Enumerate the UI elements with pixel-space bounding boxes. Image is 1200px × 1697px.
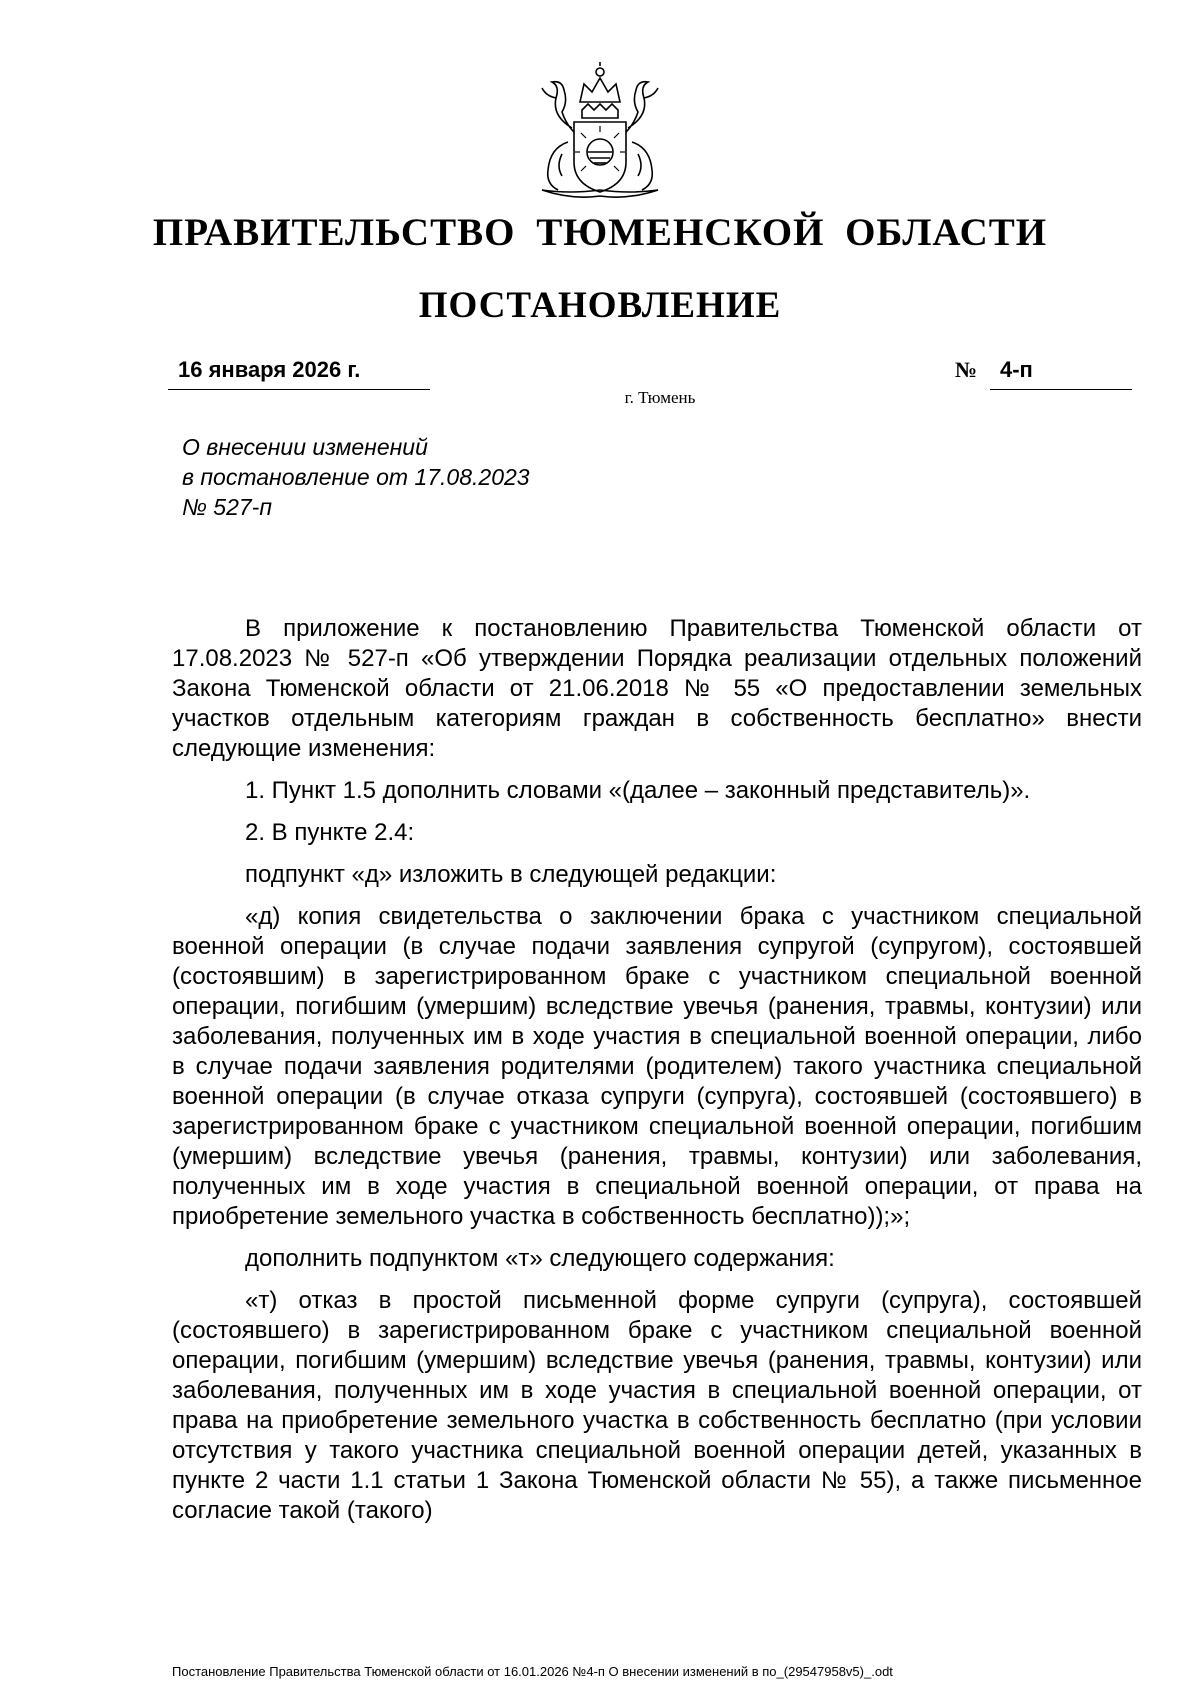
coat-of-arms-icon	[522, 62, 678, 202]
document-date: 16 января 2026 г.	[168, 357, 430, 390]
body-paragraph: «т) отказ в простой письменной форме супруги (супруга), состоявшей (состоявшего) в зарегистрированном браке с участником специальной военной операции, погибшим (умершим) вследствие увечья (ранения, травмы, контузии) или заболевания, полученных им в ходе участия в специальной военной операции, от права на приобретение земельного участка в собственность бесплатно (при условии отсутствия у такого участника специальной военной операции детей, указанных в пункте 2 части 1.1 статьи 1 Закона Тюменской области № 55), а также письменное согласие такой (такого)	[172, 1287, 1142, 1524]
government-title: ПРАВИТЕЛЬСТВО ТЮМЕНСКОЙ ОБЛАСТИ	[152, 211, 1048, 254]
document-type: ПОСТАНОВЛЕНИЕ	[418, 285, 782, 326]
body-paragraph: подпункт «д» изложить в следующей редакции:	[245, 861, 777, 888]
page-footer: Постановление Правительства Тюменской области от 16.01.2026 №4-п О внесении изменений в по_(29547958v5)_.odt	[172, 1664, 893, 1679]
body-paragraph: В приложение к постановлению Правительства Тюменской области от 17.08.2023 № 527-п «Об утверждении Порядка реализации отдельных положений Закона Тюменской области от 21.06.2018 № 55 «О предоставлении земельных участков отдельным категориям граждан в собственность бесплатно» внести следующие изменения:	[172, 615, 1142, 762]
body-paragraph: 1. Пункт 1.5 дополнить словами «(далее – законный представитель)».	[245, 777, 1031, 804]
document-number: 4-п	[990, 357, 1132, 390]
subject-line: № 527-п	[182, 494, 272, 520]
subject-line: О внесении изменений	[182, 434, 428, 460]
body-paragraph: «д) копия свидетельства о заключении брака с участником специальной военной операции (в случае подачи заявления супругой (супругом), состоявшей (состоявшим) в зарегистрированном браке с участником специальной военной операции, погибшим (умершим) вследствие увечья (ранения, травмы, контузии) или заболевания, полученных им в ходе участия в специальной военной операции, либо в случае подачи заявления родителями (родителем) такого участника специальной военной операции (в случае отказа супруги (супруга), состоявшей (состоявшего) в зарегистрированном браке с участником специальной военной операции, погибшим (умершим) вследствие увечья (ранения, травмы, контузии) или заболевания, полученных им в ходе участия в специальной военной операции, от права на приобретение земельного участка в собственность бесплатно));»;	[172, 903, 1142, 1230]
body-paragraph: 2. В пункте 2.4:	[245, 819, 415, 846]
number-sign: №	[955, 357, 978, 382]
subject-line: в постановление от 17.08.2023	[182, 464, 530, 490]
city: г. Тюмень	[624, 388, 696, 407]
document-subject	[182, 432, 530, 522]
document-body	[172, 614, 1142, 1526]
body-paragraph: дополнить подпунктом «т» следующего содержания:	[245, 1245, 835, 1272]
